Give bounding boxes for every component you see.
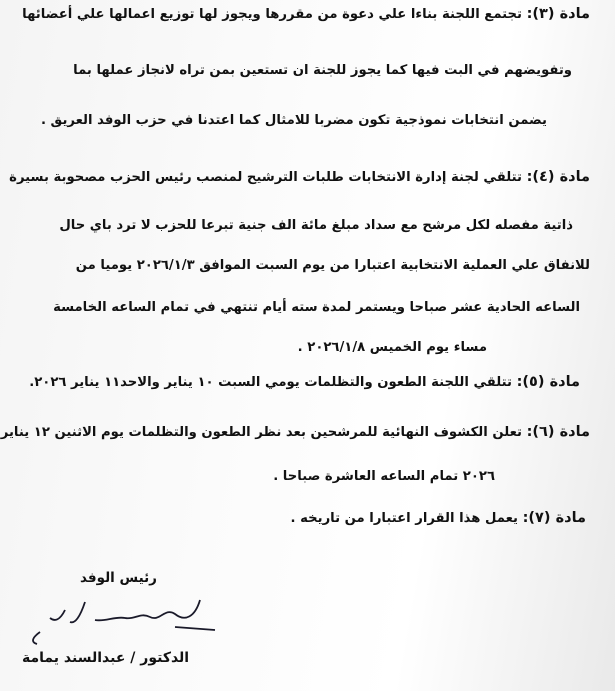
signature-name: الدكتور / عبدالسند يمامة — [22, 650, 190, 666]
article-4-line-5: مساء يوم الخميس ٢٠٢٦/١/٨ . — [297, 340, 487, 355]
article-label: مادة (٧): — [522, 510, 586, 526]
signature-title: رئيس الوفد — [80, 570, 157, 586]
article-label: مادة (٤): — [526, 169, 590, 185]
article-3-line-1 — [22, 6, 590, 22]
article-text: تجتمع اللجنة بناءا علي دعوة من مقررها ويجوز لها توزيع اعمالها علي أعضائها — [22, 7, 522, 22]
article-label: مادة (٥): — [516, 374, 580, 390]
article-3-line-2: وتفويضهم في البت فيها كما يجوز للجنة ان تستعين بمن تراه لانجاز عملها بما — [73, 63, 572, 78]
article-7-line-1 — [291, 510, 586, 526]
article-6-line-1 — [1, 424, 590, 440]
article-4-line-3: للانفاق علي العملية الانتخابية اعتبارا من يوم السبت الموافق ٢٠٢٦/١/٣ يوميا من — [75, 258, 590, 273]
article-4-line-1 — [9, 169, 590, 185]
article-6-line-2: ٢٠٢٦ تمام الساعه العاشرة صباحا . — [273, 469, 495, 484]
article-text: تتلقي لجنة إدارة الانتخابات طلبات الترشيح لمنصب رئيس الحزب مصحوبة بسيرة — [9, 170, 522, 185]
article-label: مادة (٦): — [526, 424, 590, 440]
article-text: يعمل هذا القرار اعتبارا من تاريخه . — [290, 511, 518, 526]
handwritten-signature — [25, 592, 225, 647]
article-3-line-3: يضمن انتخابات نموذجية تكون مضربا للامثال كما اعتدنا في حزب الوفد العريق . — [40, 113, 547, 128]
article-label: مادة (٣): — [526, 6, 590, 22]
article-4-line-4: الساعه الحادية عشر صباحا ويستمر لمدة سته أيام تنتهي في تمام الساعه الخامسة — [53, 300, 580, 315]
article-4-line-2: ذاتية مفصله لكل مرشح مع سداد مبلغ مائة الف جنية تبرعا للحزب لا ترد باي حال — [59, 218, 573, 233]
article-5-line-1 — [29, 374, 580, 390]
article-text: تتلقي اللجنة الطعون والتظلمات يومي السبت ١٠ يناير والاحد١١ يناير ٢٠٢٦. — [29, 375, 512, 390]
article-text: تعلن الكشوف النهائية للمرشحين بعد نظر الطعون والتظلمات يوم الاثنين ١٢ يناير — [0, 425, 522, 440]
